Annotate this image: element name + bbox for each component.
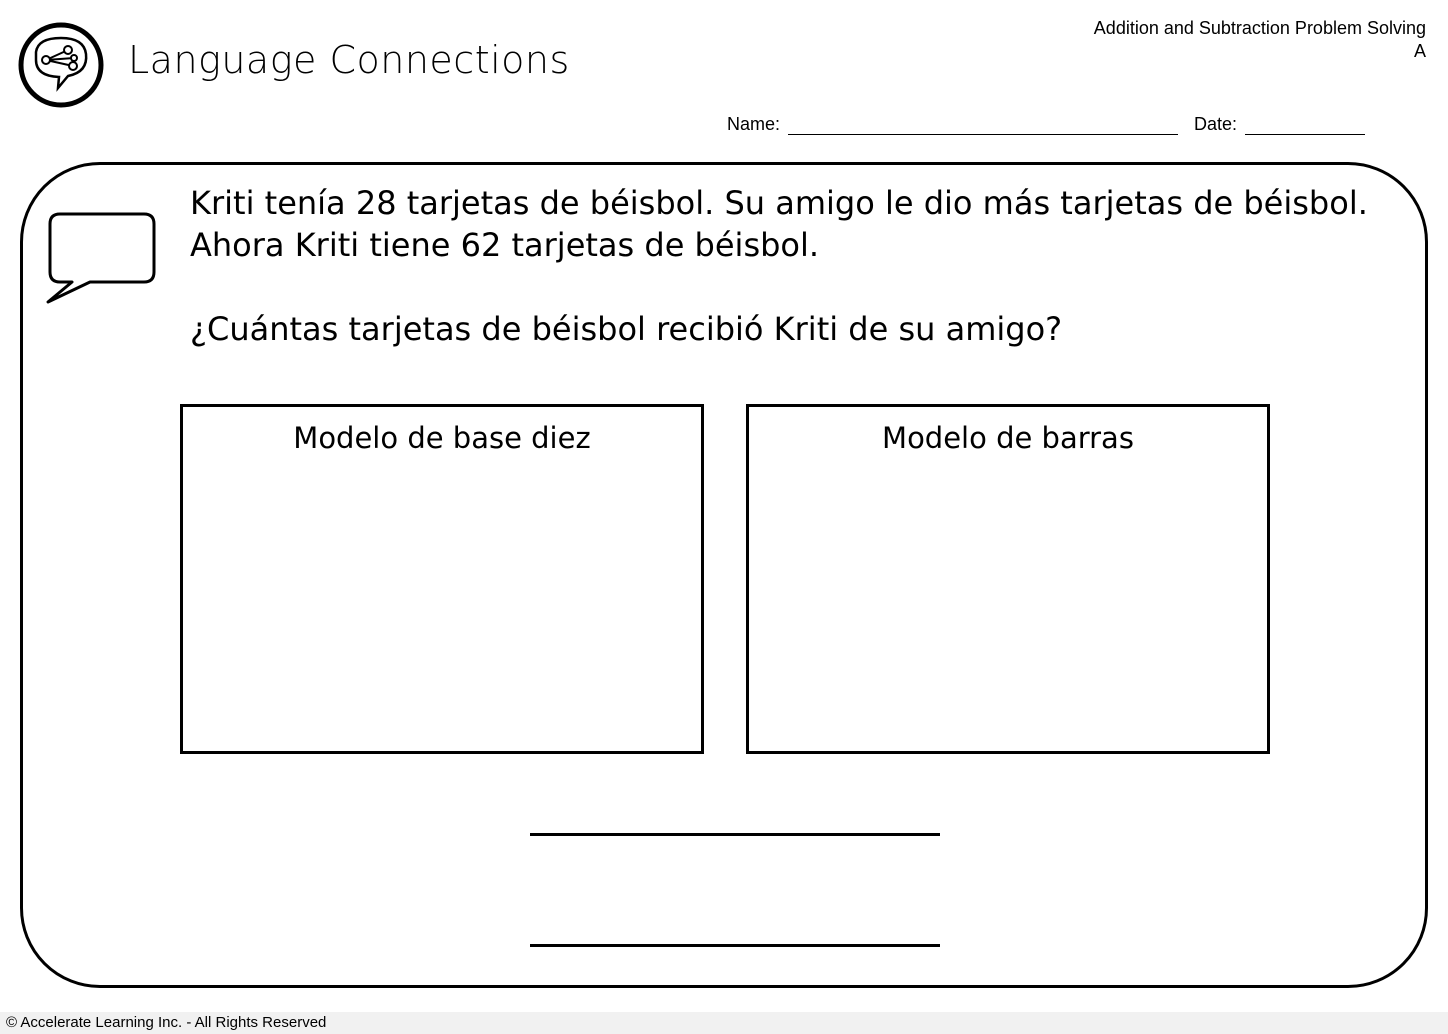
bar-model-box[interactable] xyxy=(746,404,1270,754)
topic-title: Addition and Subtraction Problem Solving xyxy=(1093,18,1426,38)
problem-text xyxy=(190,182,1390,266)
date-label: Date: xyxy=(1194,114,1238,134)
question-text: ¿Cuántas tarjetas de béisbol recibió Kriti de su amigo? xyxy=(190,310,1063,348)
name-field[interactable] xyxy=(788,116,1178,135)
answer-line-2[interactable] xyxy=(530,944,940,947)
speech-bubble-icon xyxy=(44,210,160,310)
date-field[interactable] xyxy=(1245,116,1365,135)
worksheet-topic xyxy=(1094,17,1426,63)
base-ten-model-box[interactable] xyxy=(180,404,704,754)
version-label: A xyxy=(1413,41,1426,61)
problem-line-1: Kriti tenía 28 tarjetas de béisbol. Su amigo le dio más tarjetas de béisbol. xyxy=(190,184,1368,222)
brand-title: Language Connections xyxy=(128,38,570,82)
base-ten-model-label: Modelo de base diez xyxy=(293,421,591,455)
bar-model-label: Modelo de barras xyxy=(882,421,1134,455)
name-label: Name: xyxy=(727,114,781,134)
copyright-footer: © Accelerate Learning Inc. - All Rights Reserved xyxy=(6,1014,327,1031)
answer-line-1[interactable] xyxy=(530,833,940,836)
problem-line-2: Ahora Kriti tiene 62 tarjetas de béisbol. xyxy=(190,226,820,264)
language-connections-logo-icon xyxy=(18,22,104,108)
name-date-row xyxy=(727,114,1365,135)
